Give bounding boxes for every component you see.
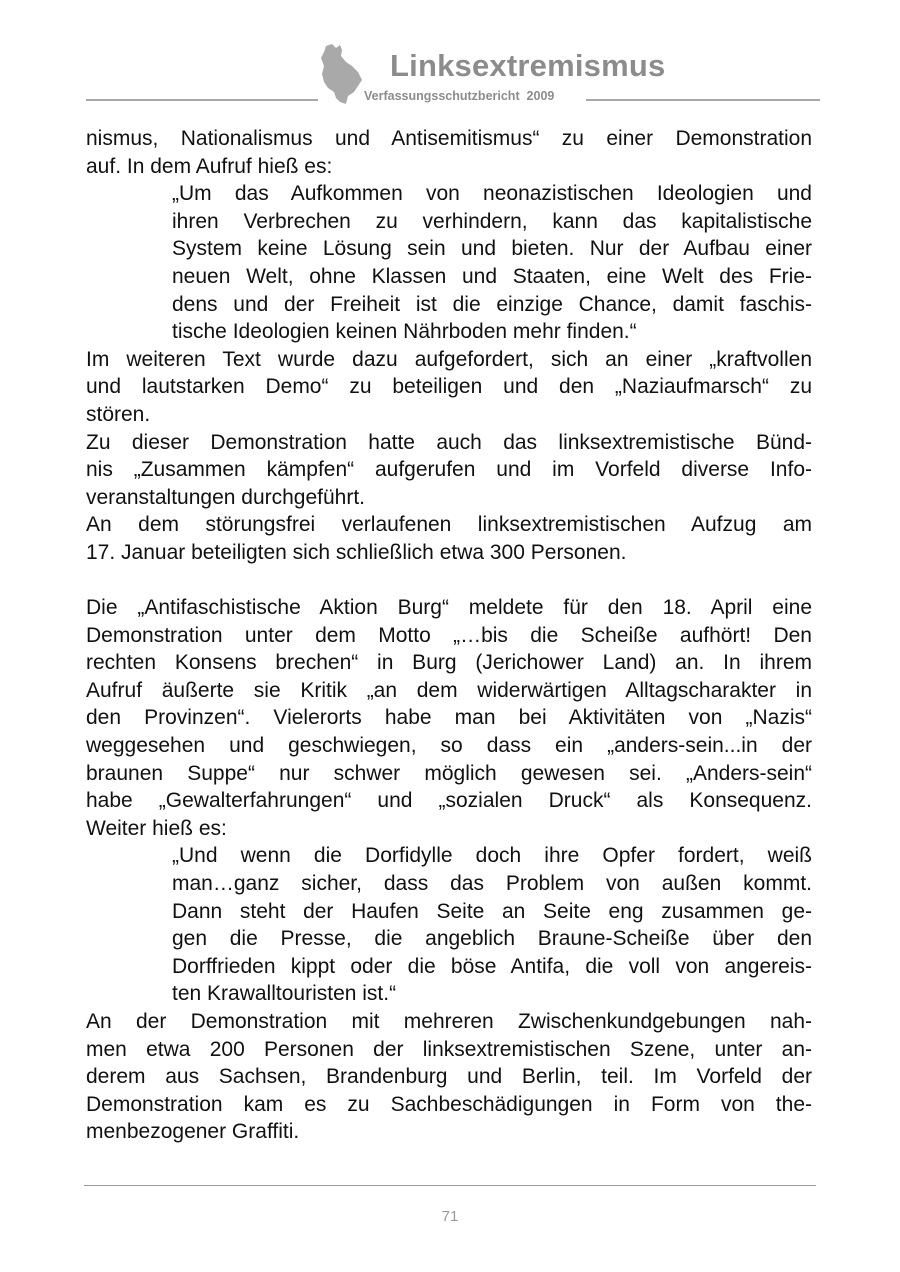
text-line: Dorffrieden kippt oder die böse Antifa, die voll von angereis-	[172, 954, 812, 978]
text-line: den Provinzen“. Vielerorts habe man bei Aktivitäten von „Nazis“	[86, 706, 812, 730]
text-line: veranstaltungen durchgeführt.	[86, 485, 366, 509]
paragraph	[86, 594, 812, 842]
text-line: und lautstarken Demo“ zu beteiligen und den „Naziaufmarsch“ zu	[86, 375, 812, 399]
text-line: nis „Zusammen kämpfen“ aufgerufen und im Vorfeld diverse Info-	[86, 458, 812, 482]
text-line: man…ganz sicher, dass das Problem von außen kommt.	[172, 872, 812, 896]
text-line: System keine Lösung sein und bieten. Nur der Aufbau einer	[172, 237, 812, 261]
text-line: ihren Verbrechen zu verhindern, kann das kapitalistische	[172, 209, 812, 233]
text-line: menbezogener Graffiti.	[86, 1120, 300, 1144]
text-line: An dem störungsfrei verlaufenen linksextremistischen Aufzug am	[86, 513, 812, 537]
text-line: „Und wenn die Dorfidylle doch ihre Opfer fordert, weiß	[172, 844, 812, 868]
header-title: Linksextremismus	[390, 48, 666, 83]
text-line: stören.	[86, 402, 151, 426]
text-line: Demonstration unter dem Motto „…bis die Scheiße aufhört! Den	[86, 623, 812, 647]
text-line: „Um das Aufkommen von neonazistischen Ideologien und	[172, 182, 812, 206]
paragraph	[86, 1008, 812, 1146]
text-line: derem aus Sachsen, Brandenburg und Berlin, teil. Im Vorfeld der	[86, 1065, 812, 1089]
text-line: Dann steht der Haufen Seite an Seite eng zusammen ge-	[172, 899, 812, 923]
paragraph-spacer	[86, 567, 812, 595]
paragraph	[86, 346, 812, 429]
text-line: Weiter hieß es:	[86, 816, 227, 840]
header-rule-left	[86, 99, 318, 101]
block-quote	[86, 842, 812, 1008]
text-line: Demonstration kam es zu Sachbeschädigungen in Form von the-	[86, 1092, 812, 1116]
text-line: Im weiteren Text wurde dazu aufgefordert, sich an einer „kraftvollen	[86, 347, 812, 371]
text-line: braunen Suppe“ nur schwer möglich gewesen sei. „Anders-sein“	[86, 761, 812, 785]
text-line: Aufruf äußerte sie Kritik „an dem widerwärtigen Alltagscharakter in	[86, 678, 812, 702]
text-line: habe „Gewalterfahrungen“ und „sozialen Druck“ als Konsequenz.	[86, 789, 812, 813]
text-line: Die „Antifaschistische Aktion Burg“ meldete für den 18. April eine	[86, 596, 812, 620]
header-rule-right	[586, 99, 820, 101]
text-line: auf. In dem Aufruf hieß es:	[86, 154, 333, 178]
text-line: dens und der Freiheit ist die einzige Chance, damit faschis-	[172, 292, 812, 316]
page-number: 71	[441, 1208, 459, 1225]
text-line: gen die Presse, die angeblich Braune-Scheiße über den	[172, 927, 812, 951]
paragraph	[86, 125, 812, 180]
text-line: An der Demonstration mit mehreren Zwischenkundgebungen nah-	[86, 1010, 812, 1033]
footer-rule	[84, 1185, 816, 1186]
text-line: neuen Welt, ohne Klassen und Staaten, eine Welt des Frie-	[172, 264, 812, 288]
text-line: weggesehen und geschwiegen, so dass ein „anders-sein...in der	[86, 734, 812, 758]
paragraph	[86, 429, 812, 512]
text-line: 17. Januar beteiligten sich schließlich etwa 300 Personen.	[86, 540, 627, 564]
text-line: rechten Konsens brechen“ in Burg (Jerichower Land) an. In ihrem	[86, 651, 812, 675]
text-line: Zu dieser Demonstration hatte auch das linksextremistische Bünd-	[86, 430, 812, 454]
text-line: ten Krawalltouristen ist.“	[172, 982, 397, 1006]
text-line: nismus, Nationalismus und Antisemitismus“ zu einer Demonstration	[86, 127, 812, 150]
block-quote	[86, 180, 812, 346]
paragraph	[86, 511, 812, 566]
text-line: men etwa 200 Personen der linksextremistischen Szene, unter an-	[86, 1037, 812, 1061]
state-map-logo-icon	[318, 42, 364, 106]
header-subtitle: Verfassungsschutzbericht 2009	[364, 89, 555, 103]
body-text	[86, 125, 812, 1146]
text-line: tische Ideologien keinen Nährboden mehr finden.“	[172, 320, 637, 344]
